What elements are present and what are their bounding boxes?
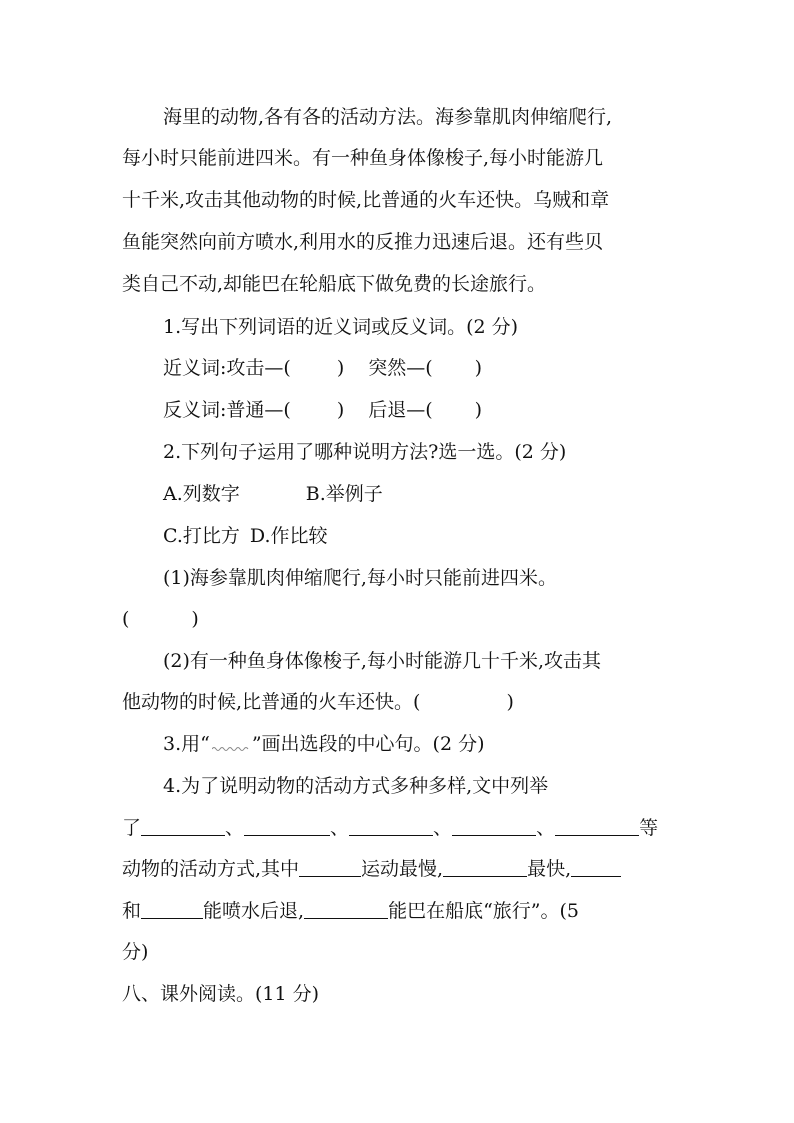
- q4-l4-b: 能喷水后退,: [203, 900, 305, 922]
- section-8-title: 八、课外阅读。(11 分): [122, 983, 320, 1005]
- q3-prefix: 3.用“: [163, 733, 210, 755]
- passage-line-4: 鱼能突然向前方喷水,利用水的反推力迅速后退。还有些贝: [122, 231, 604, 253]
- q4-line-4: [122, 899, 579, 923]
- fill-blank-4[interactable]: [452, 817, 536, 836]
- passage-line-5: 类自己不动,却能巴在轮船底下做免费的长途旅行。: [122, 273, 547, 295]
- q2-sentence-2-line-1: (2)有一种鱼身体像梭子,每小时能游几十千米,攻击其: [163, 650, 601, 672]
- fill-blank-slowest[interactable]: [299, 858, 361, 877]
- antonym-label: 反义词:: [163, 399, 227, 421]
- wavy-line-icon: [210, 734, 252, 752]
- q1-title: 1.写出下列词语的近义词或反义词。(2 分): [163, 316, 519, 338]
- option-d: D.作比较: [249, 525, 328, 547]
- q4-l3-a: 动物的活动方式,其中: [122, 858, 300, 880]
- q2-sentence-2-line-2: [122, 690, 514, 714]
- sentence-2-close-paren: ): [506, 691, 514, 713]
- q4-line-1: 4.为了说明动物的活动方式多种多样,文中列举: [163, 775, 549, 797]
- q2-sentence-1-answer: [122, 607, 199, 631]
- fill-blank-2[interactable]: [244, 817, 330, 836]
- separator: 、: [225, 817, 245, 839]
- passage-line-2: 每小时只能前进四米。有一种鱼身体像梭子,每小时能游几: [122, 147, 604, 169]
- answer-open-paren: (: [122, 608, 130, 630]
- q4-l2-end: 等: [639, 817, 659, 839]
- q4-l4-c: 能巴在船底“旅行”。(5: [388, 900, 579, 922]
- antonym-item-2: 后退—(: [368, 399, 433, 421]
- sentence-2-text: 他动物的时候,比普通的火车还快。(: [122, 691, 421, 713]
- q2-title: 2.下列句子运用了哪种说明方法?选一选。(2 分): [163, 441, 567, 463]
- option-a: A.列数字: [163, 483, 240, 505]
- option-b: B.举例子: [305, 483, 383, 505]
- fill-blank-ship[interactable]: [304, 900, 388, 919]
- passage-line-1: 海里的动物,各有各的活动方法。海参靠肌肉伸缩爬行,: [163, 106, 613, 128]
- fill-blank-spray-2[interactable]: [141, 900, 203, 919]
- q2-options-row-2: [163, 524, 328, 548]
- q4-l3-c: 最快,: [527, 858, 572, 880]
- q4-l3-b: 运动最慢,: [361, 858, 444, 880]
- q4-line-3: [122, 857, 621, 881]
- passage-line-3: 十千米,攻击其他动物的时候,比普通的火车还快。乌贼和章: [122, 189, 610, 211]
- q2-sentence-1: (1)海参靠肌肉伸缩爬行,每小时只能前进四米。: [163, 567, 557, 589]
- q3-row: [163, 732, 485, 756]
- q4-line-2: [122, 816, 658, 840]
- antonym-item-2-close: ): [474, 399, 483, 421]
- fill-blank-5[interactable]: [555, 817, 639, 836]
- q1-antonym-row: [163, 398, 482, 422]
- fill-blank-3[interactable]: [349, 817, 433, 836]
- synonym-label: 近义词:: [163, 357, 227, 379]
- q4-line-5: 分): [122, 941, 149, 963]
- q4-l2-start: 了: [122, 817, 142, 839]
- separator: 、: [433, 817, 453, 839]
- q1-synonym-row: [163, 356, 482, 380]
- fill-blank-spray-1[interactable]: [571, 858, 621, 877]
- fill-blank-1[interactable]: [141, 817, 225, 836]
- synonym-item-2: 突然—(: [368, 357, 433, 379]
- q4-l4-a: 和: [122, 900, 142, 922]
- answer-close-paren: ): [191, 608, 199, 630]
- separator: 、: [330, 817, 350, 839]
- q3-suffix: ”画出选段的中心句。(2 分): [251, 733, 485, 755]
- synonym-item-2-close: ): [474, 357, 483, 379]
- antonym-item-1-close: ): [336, 399, 345, 421]
- synonym-item-1: 攻击—(: [226, 357, 291, 379]
- synonym-item-1-close: ): [336, 357, 345, 379]
- antonym-item-1: 普通—(: [226, 399, 291, 421]
- q2-options-row-1: [163, 482, 383, 506]
- fill-blank-fastest[interactable]: [443, 858, 527, 877]
- option-c: C.打比方: [163, 525, 240, 547]
- separator: 、: [536, 817, 556, 839]
